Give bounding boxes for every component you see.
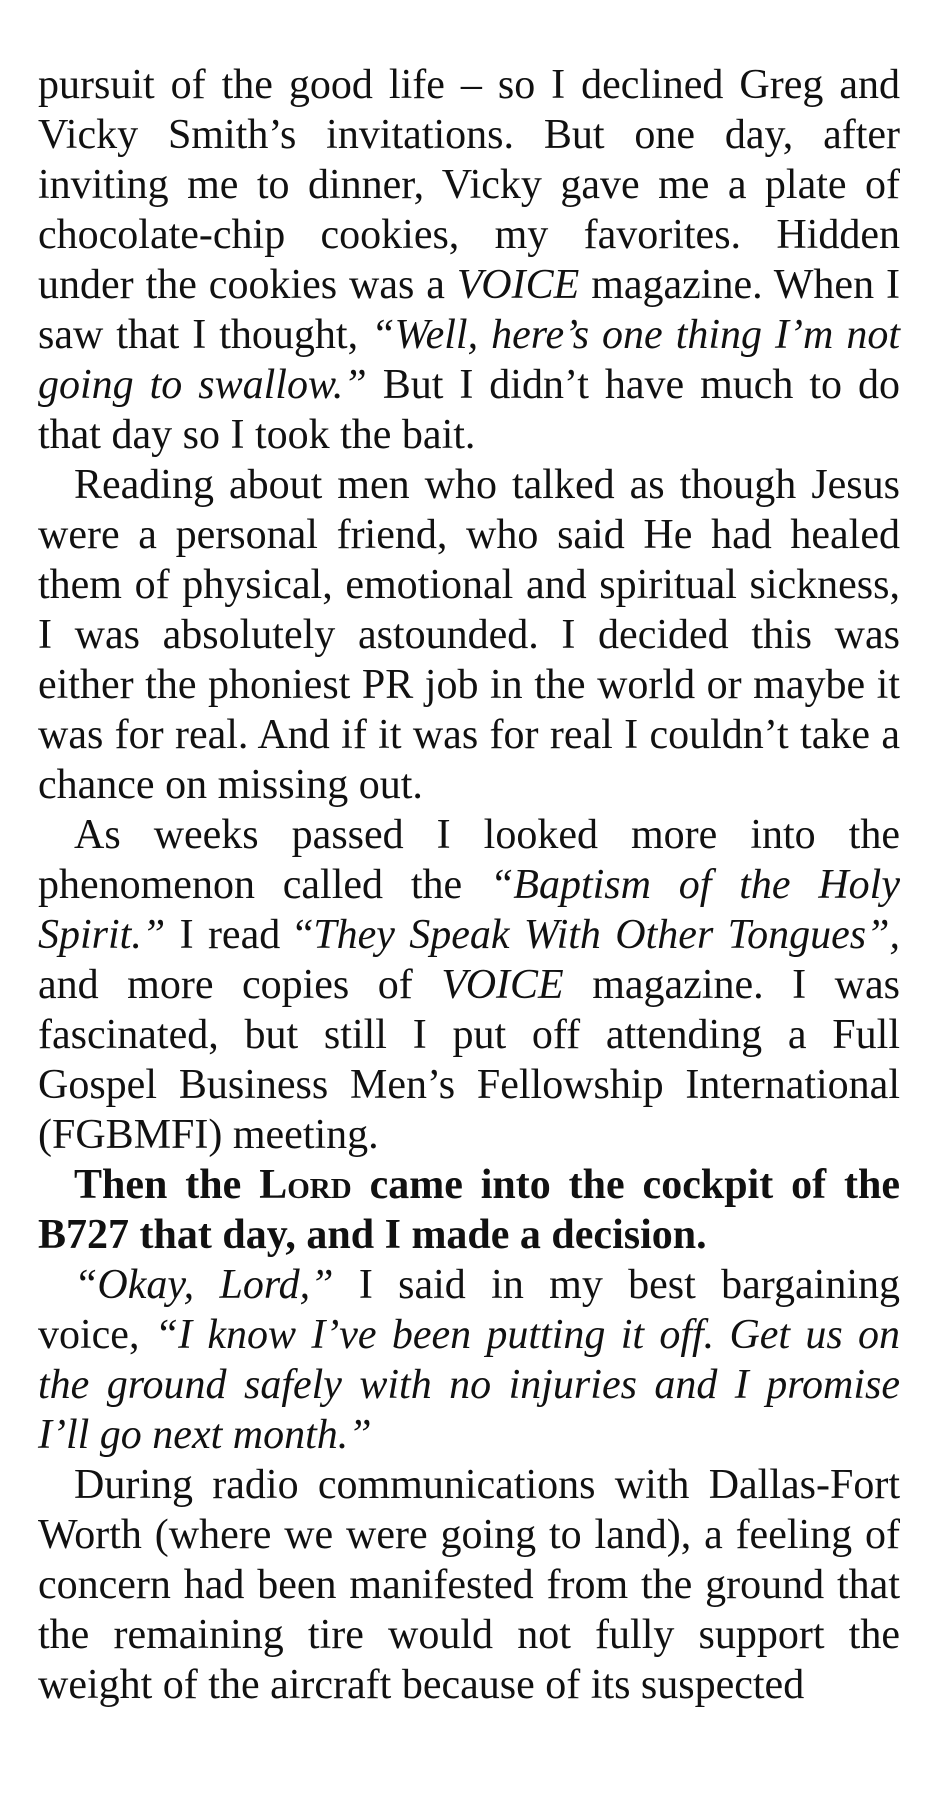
text-segment: magazine. I was fascinated, but still I put off attending a Full Gospel Business Men’s Fellowship International (FGBMFI) meeting. xyxy=(38,962,900,1158)
paragraph-4-emphasis xyxy=(38,1160,900,1260)
magazine-title: VOICE xyxy=(456,262,580,308)
text-segment: and more copies of xyxy=(38,962,442,1008)
text-segment: Reading about men who talked as though Jesus were a personal friend, who said He had healed them of physical, emotional and spiritual sickness, I was absolutely astounded. I decided this was either the phoniest PR job in the world or maybe it was for real. And if it was for real I couldn’t take a chance on missing out. xyxy=(38,462,900,808)
paragraph-1 xyxy=(38,60,900,460)
text-segment: I said in my best bargaining voice, xyxy=(38,1262,900,1358)
magazine-title: VOICE xyxy=(441,962,564,1008)
lord-small-caps: Lord xyxy=(259,1162,352,1208)
text-segment: As weeks passed I looked more into the phenomenon called the xyxy=(38,812,900,908)
paragraph-2 xyxy=(38,460,900,810)
text-segment: I read “ xyxy=(165,912,314,958)
paragraph-6 xyxy=(38,1460,900,1710)
quote-text: “I know I’ve been putting it off. Get us on the ground safely with no injuries and I promise I’ll go next month.” xyxy=(38,1312,901,1458)
quote-text: “Baptism of the Holy Spirit.” xyxy=(38,862,900,958)
document-page xyxy=(38,60,900,1710)
book-title: They Speak With Other Tongues”, xyxy=(313,912,901,958)
paragraph-3 xyxy=(38,810,900,1160)
text-segment: magazine. When I saw that I thought, xyxy=(38,262,900,358)
quote-text: “Okay, Lord,” xyxy=(74,1262,334,1308)
text-segment: came into the cockpit of the B727 that day, and I made a decision. xyxy=(38,1162,901,1258)
text-segment: During radio communications with Dallas-Fort Worth (where we were going to land), a feeling of concern had been manifested from the ground that the remaining tire would not fully support the weight of the aircraft because of its suspected xyxy=(38,1462,900,1708)
quote-text: “Well, here’s one thing I’m not going to swallow.” xyxy=(38,312,900,408)
paragraph-5 xyxy=(38,1260,900,1460)
text-segment: pursuit of the good life – so I declined Greg and Vicky Smith’s invitations. But one day, after inviting me to dinner, Vicky gave me a plate of chocolate-chip cookies, my favorites. Hidden under the cookies was a xyxy=(38,62,900,308)
text-segment: Then the xyxy=(74,1162,260,1208)
text-segment: But I didn’t have much to do that day so I took the bait. xyxy=(38,362,901,458)
